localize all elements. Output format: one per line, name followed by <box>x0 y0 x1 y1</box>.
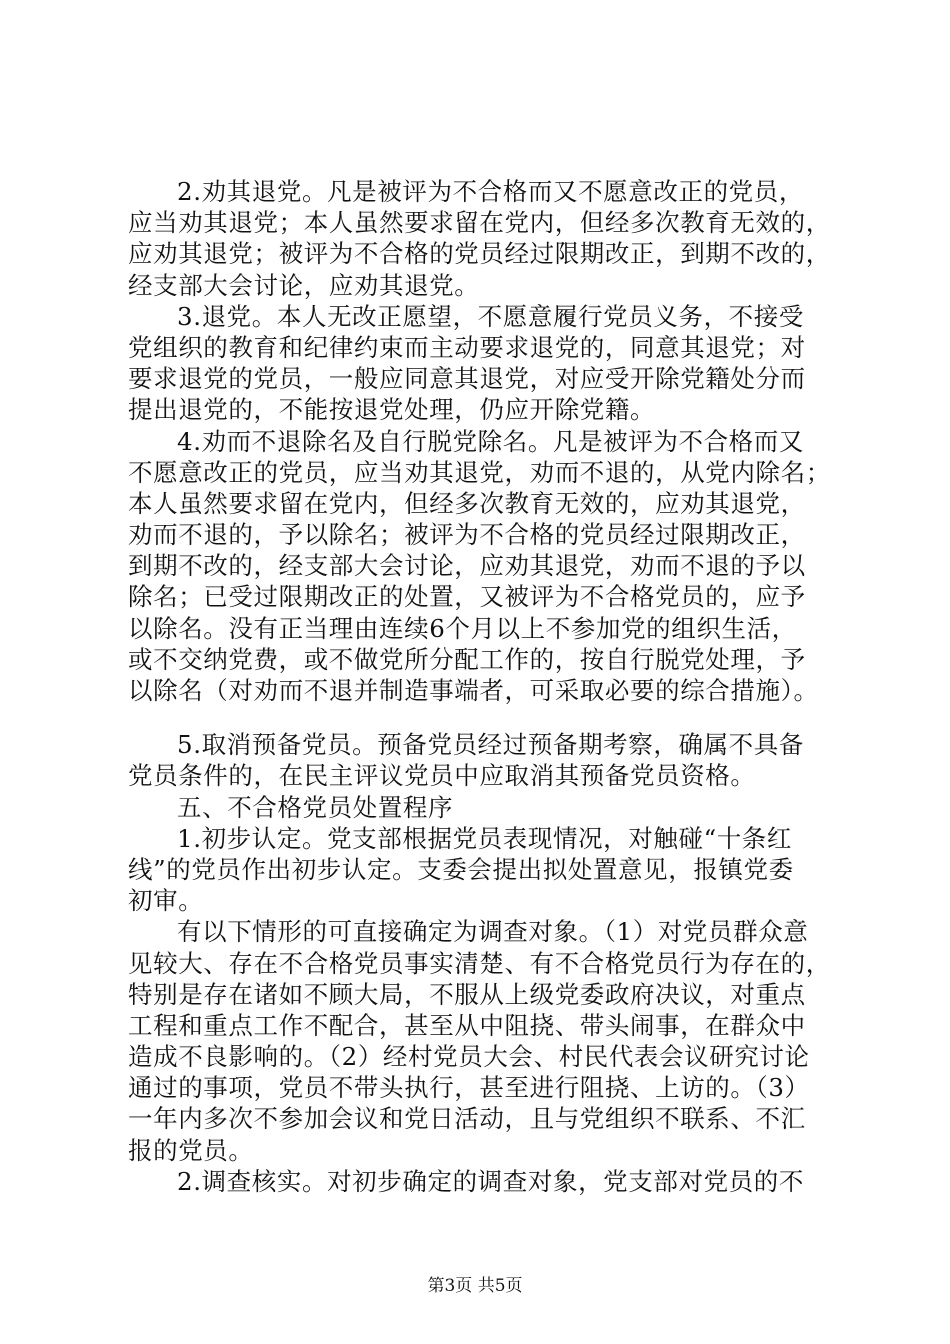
text-line: 应劝其退党；被评为不合格的党员经过限期改正，到期不改的， <box>128 239 831 269</box>
text-line: 或不交纳党费，或不做党所分配工作的，按自行脱党处理，予 <box>128 644 806 674</box>
text-line: 有以下情形的可直接确定为调查对象。（1）对党员群众意 <box>177 917 809 947</box>
text-line: 工程和重点工作不配合，甚至从中阻挠、带头闹事，在群众中 <box>128 1010 806 1040</box>
text-line: 2.调查核实。对初步确定的调查对象，党支部对党员的不 <box>177 1166 804 1196</box>
page-footer: 第3页 共5页 <box>427 1276 523 1296</box>
text-line: 到期不改的，经支部大会讨论，应劝其退党，劝而不退的予以 <box>128 551 806 581</box>
text-line: 2.劝其退党。凡是被评为不合格而又不愿意改正的党员， <box>177 177 804 206</box>
text-line: 要求退党的党员，一般应同意其退党，对应受开除党籍处分而 <box>128 364 806 394</box>
text-line: 以除名（对劝而不退并制造事端者，可采取必要的综合措施）。 <box>128 676 819 705</box>
text-line: 见较大、存在不合格党员事实清楚、有不合格党员行为存在的， <box>128 948 831 978</box>
text-line: 线”的党员作出初步认定。支委会提出拟处置意见，报镇党委 <box>128 854 794 884</box>
text-line: 5.取消预备党员。预备党员经过预备期考察，确属不具备 <box>177 730 804 760</box>
document-body <box>128 176 831 1197</box>
text-line: 提出退党的，不能按退党处理，仍应开除党籍。 <box>128 395 656 425</box>
text-line: 造成不良影响的。（2）经村党员大会、村民代表会议研究讨论 <box>128 1042 810 1072</box>
text-line: 一年内多次不参加会议和党日活动，且与党组织不联系、不汇 <box>128 1104 806 1134</box>
text-line: 3.退党。本人无改正愿望，不愿意履行党员义务，不接受 <box>177 301 804 331</box>
text-line: 4.劝而不退除名及自行脱党除名。凡是被评为不合格而又 <box>177 426 804 456</box>
text-line: 五、不合格党员处置程序 <box>177 792 454 822</box>
text-line: 应当劝其退党；本人虽然要求留在党内，但经多次教育无效的， <box>128 208 831 238</box>
text-line: 以除名。没有正当理由连续6个月以上不参加党的组织生活， <box>128 613 797 643</box>
text-line: 通过的事项，党员不带头执行，甚至进行阻挠、上访的。（3） <box>128 1073 810 1103</box>
text-line: 党组织的教育和纪律约束而主动要求退党的，同意其退党；对 <box>128 332 806 362</box>
text-line: 初审。 <box>128 886 204 916</box>
text-line: 党员条件的，在民主评议党员中应取消其预备党员资格。 <box>128 761 756 791</box>
text-line: 特别是存在诸如不顾大局，不服从上级党委政府决议，对重点 <box>128 979 806 1009</box>
text-line: 本人虽然要求留在党内，但经多次教育无效的，应劝其退党， <box>128 488 806 518</box>
paragraph-gap <box>128 706 828 729</box>
text-line: 经支部大会讨论，应劝其退党。 <box>128 270 480 300</box>
text-line: 报的党员。 <box>128 1135 254 1165</box>
text-line: 1.初步认定。党支部根据党员表现情况，对触碰“十条红 <box>177 823 792 853</box>
text-line: 劝而不退的，予以除名；被评为不合格的党员经过限期改正， <box>128 520 806 550</box>
text-line: 不愿意改正的党员，应当劝其退党，劝而不退的，从党内除名； <box>128 457 831 487</box>
text-line: 除名；已受过限期改正的处置，又被评为不合格党员的，应予 <box>128 582 806 612</box>
